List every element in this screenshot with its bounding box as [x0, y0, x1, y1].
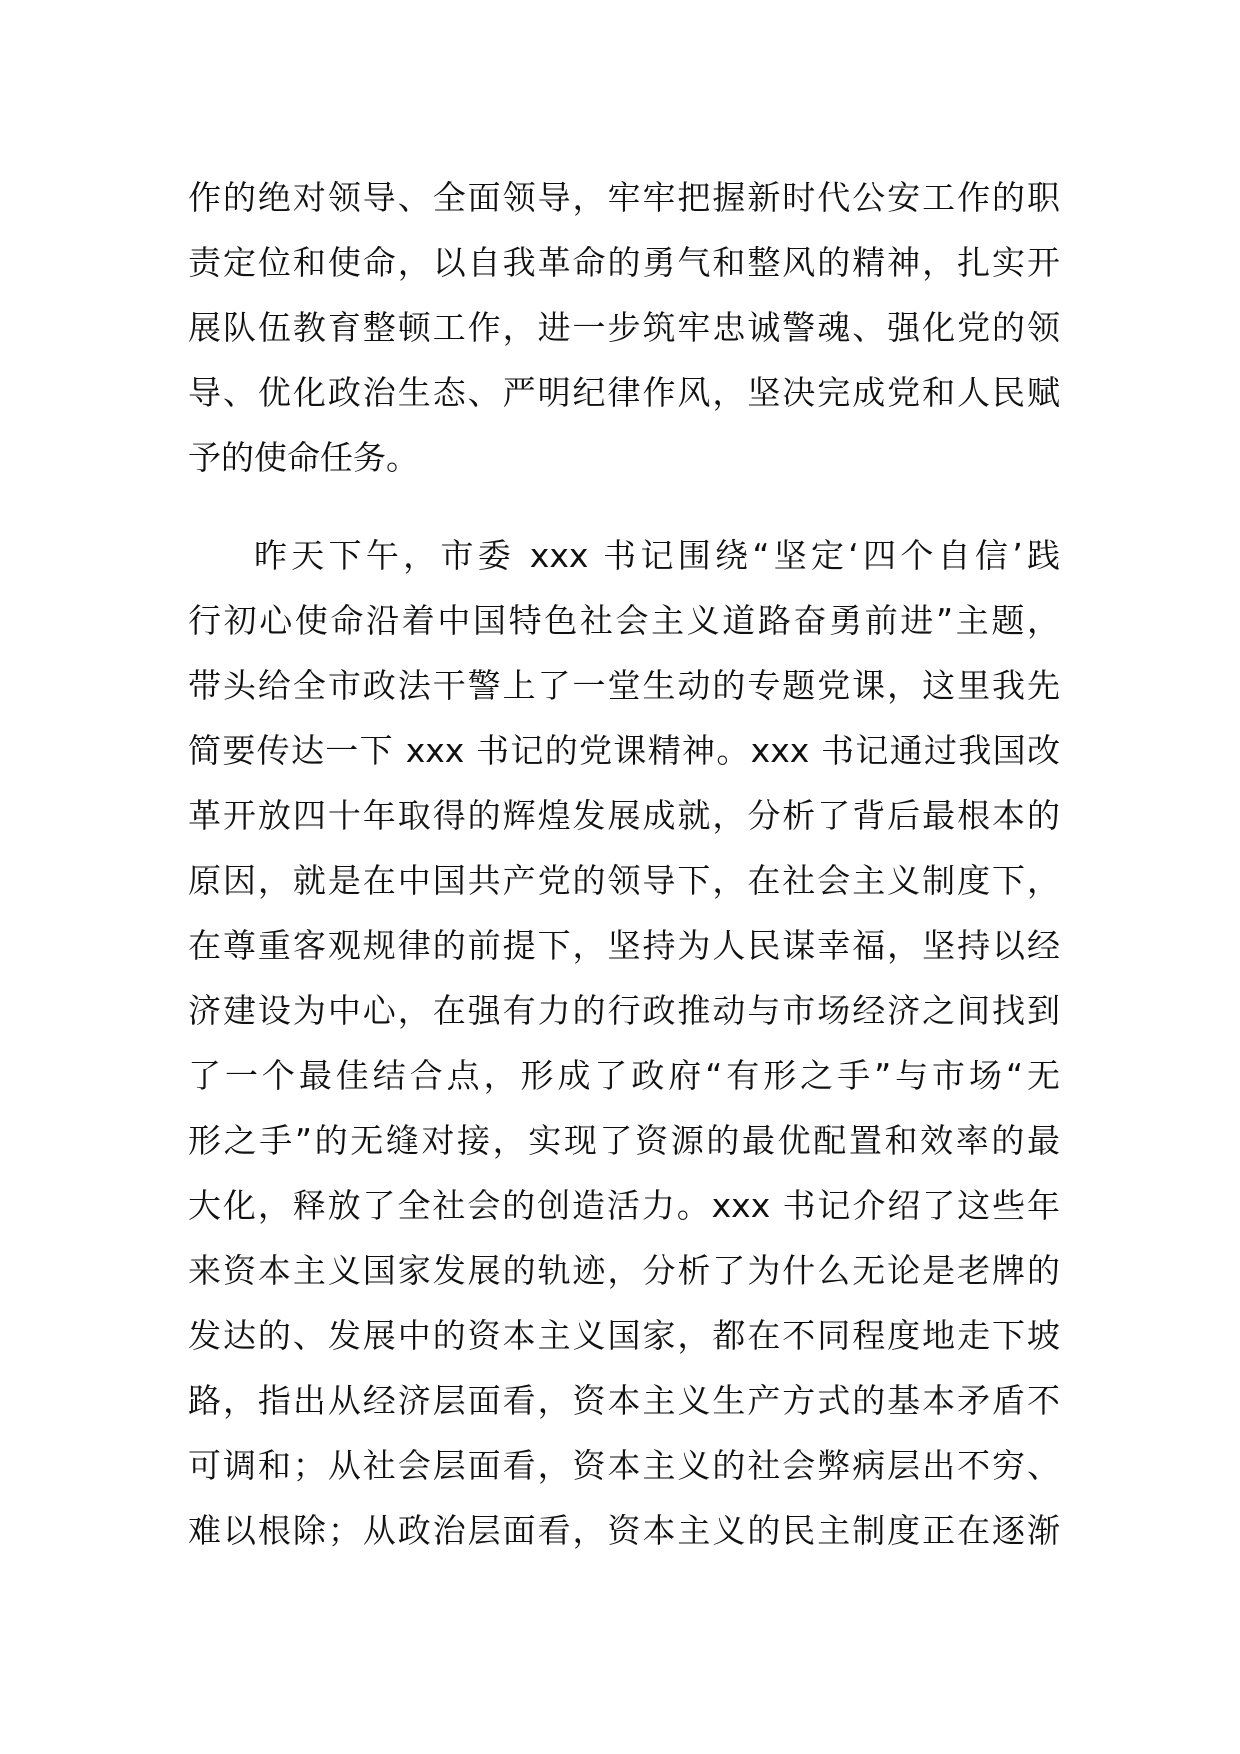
paragraph-line: 路，指出从经济层面看，资本主义生产方式的基本矛盾不 — [188, 1381, 1060, 1420]
paragraph-line: 作的绝对领导、全面领导，牢牢把握新时代公安工作的职 — [188, 178, 1060, 217]
paragraph-line: 责定位和使命，以自我革命的勇气和整风的精神，扎实开 — [188, 243, 1060, 282]
paragraph-line: 简要传达一下 xxx 书记的党课精神。xxx 书记通过我国改 — [188, 731, 1060, 770]
paragraph-1 — [188, 165, 1060, 490]
paragraph-line: 展队伍教育整顿工作，进一步筑牢忠诚警魂、强化党的领 — [188, 308, 1060, 347]
paragraph-line: 形之手”的无缝对接，实现了资源的最优配置和效率的最 — [188, 1121, 1060, 1160]
paragraph-line: 来资本主义国家发展的轨迹，分析了为什么无论是老牌的 — [188, 1251, 1060, 1290]
paragraph-line: 革开放四十年取得的辉煌发展成就，分析了背后最根本的 — [188, 796, 1060, 835]
paragraph-line: 予的使命任务。 — [188, 438, 419, 477]
paragraph-line: 了一个最佳结合点，形成了政府“有形之手”与市场“无 — [188, 1056, 1060, 1095]
paragraph-line: 可调和；从社会层面看，资本主义的社会弊病层出不穷、 — [188, 1446, 1060, 1485]
paragraph-line: 行初心使命沿着中国特色社会主义道路奋勇前进”主题， — [188, 601, 1060, 640]
paragraph-line: 发达的、发展中的资本主义国家，都在不同程度地走下坡 — [188, 1316, 1060, 1355]
paragraph-line: 昨天下午，市委 xxx 书记围绕“坚定‘四个自信’践 — [254, 536, 1060, 575]
paragraph-line: 济建设为中心，在强有力的行政推动与市场经济之间找到 — [188, 991, 1060, 1030]
paragraph-line: 导、优化政治生态、严明纪律作风，坚决完成党和人民赋 — [188, 373, 1060, 412]
paragraph-line: 带头给全市政法干警上了一堂生动的专题党课，这里我先 — [188, 666, 1060, 705]
paragraph-2 — [188, 523, 1060, 1563]
paragraph-line: 难以根除；从政治层面看，资本主义的民主制度正在逐渐 — [188, 1511, 1060, 1550]
paragraph-line: 大化，释放了全社会的创造活力。xxx 书记介绍了这些年 — [188, 1186, 1060, 1225]
paragraph-line: 在尊重客观规律的前提下，坚持为人民谋幸福，坚持以经 — [188, 926, 1060, 965]
paragraph-line: 原因，就是在中国共产党的领导下，在社会主义制度下， — [188, 861, 1060, 900]
